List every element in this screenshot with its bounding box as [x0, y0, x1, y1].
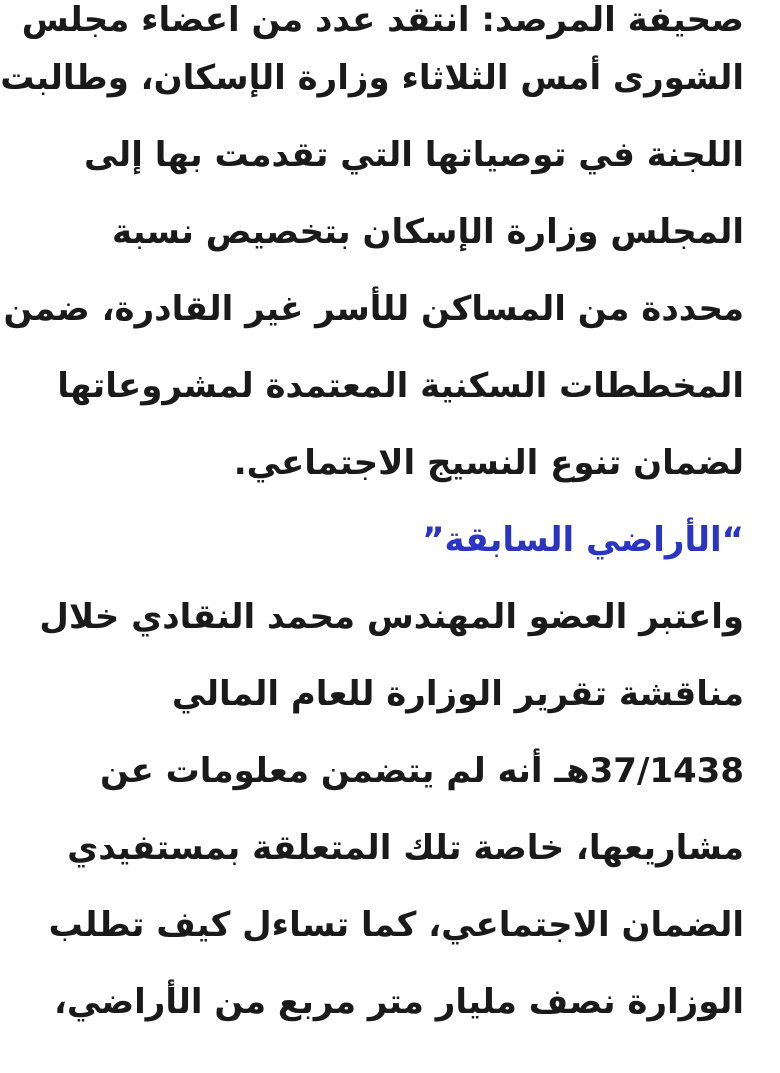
article-line: المخططات السكنية المعتمدة لمشروعاتها: [57, 366, 744, 406]
article-line: مناقشة تقرير الوزارة للعام المالي: [171, 674, 744, 714]
article-line: الشورى أمس الثلاثاء وزارة الإسكان، وطالبت: [0, 58, 744, 98]
article-line: محددة من المساكن للأسر غير القادرة، ضمن: [3, 289, 744, 329]
article-line: المجلس وزارة الإسكان بتخصيص نسبة: [112, 212, 744, 252]
article-line: اللجنة في توصياتها التي تقدمت بها إلى: [84, 135, 744, 175]
article-line: الضمان الاجتماعي، كما تساءل كيف تطلب: [48, 905, 744, 945]
article-line-partial: الوزارة نصف مليار متر مربع من الأراضي،: [53, 982, 744, 1022]
article-line: واعتبر العضو المهندس محمد النقادي خلال: [39, 597, 744, 637]
article-line: صحيفة المرصد: انتقد عدد من اعضاء مجلس: [21, 0, 744, 40]
article-line: 37/1438هـ أنه لم يتضمن معلومات عن: [99, 751, 744, 791]
article-line: مشاريعها، خاصة تلك المتعلقة بمستفيدي: [67, 828, 744, 868]
article-line: لضمان تنوع النسيج الاجتماعي.: [233, 443, 744, 483]
section-subheading: “الأراضي السابقة”: [422, 520, 744, 560]
